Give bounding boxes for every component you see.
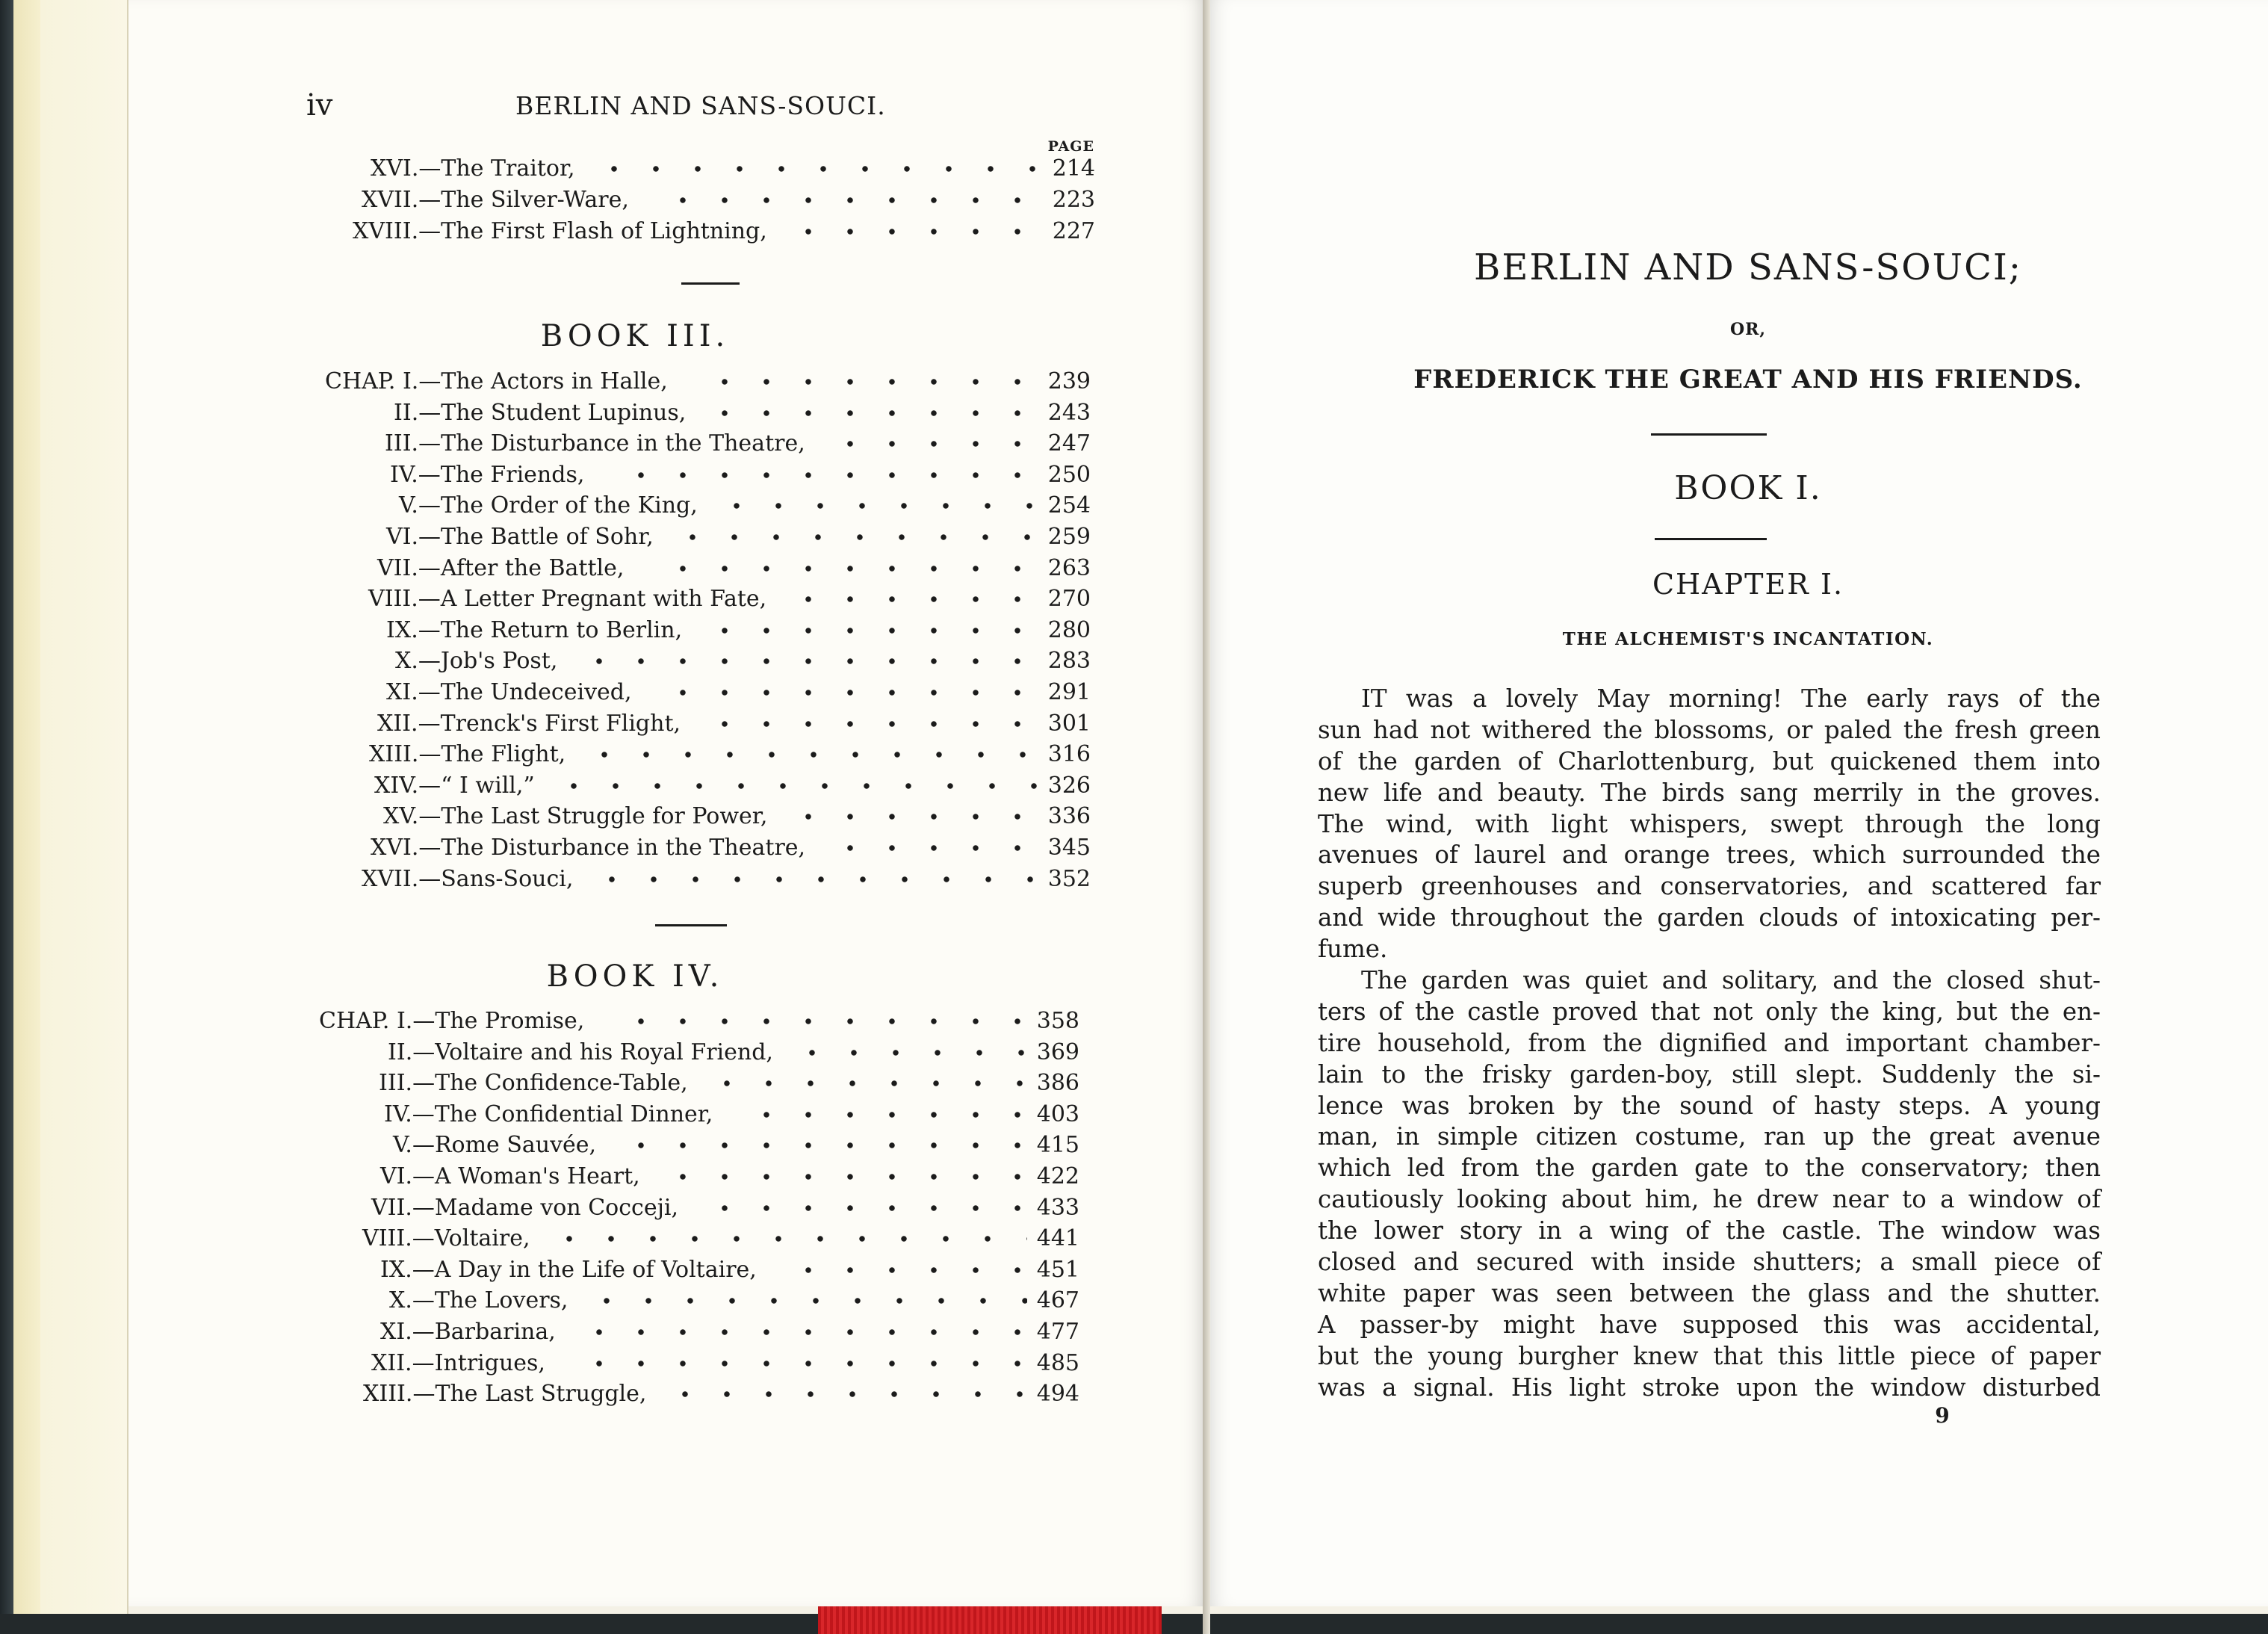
toc-leader-dots	[672, 522, 1038, 553]
book3-heading: BOOK III.	[540, 319, 730, 353]
toc-entry-label: VI.—A Woman's Heart,	[380, 1163, 640, 1189]
toc-entry-label: XIII.—The Flight,	[369, 741, 566, 768]
toc-leader-dots	[620, 1130, 1027, 1161]
toc-entry-page: 336	[1047, 803, 1091, 830]
toc-entry-label: IV.—The Confidential Dinner,	[384, 1101, 713, 1127]
toc-entry-label: X.—The Lovers,	[389, 1287, 568, 1314]
body-line: sun had not withered the blossoms, or paled the fresh green	[1318, 715, 2101, 744]
toc-entry-label: XVIII.—The First Flash of Lightning,	[353, 218, 767, 244]
toc-entry-label: XVI.—The Traitor,	[371, 155, 575, 182]
body-line: the lower story in a wing of the castle. The window was	[1318, 1216, 2101, 1245]
toc-entry-label: XI.—The Undeceived,	[386, 679, 632, 705]
toc-entry-page: 291	[1047, 679, 1091, 705]
toc-entry-label: V.—The Order of the King,	[399, 492, 698, 519]
toc-leader-dots	[829, 832, 1038, 864]
toc-leader-dots	[791, 1037, 1027, 1068]
toc-entry-label: VII.—Madame von Cocceji,	[371, 1194, 679, 1221]
running-head	[306, 88, 1113, 126]
toc-entry-page: 247	[1047, 430, 1091, 457]
folio-number: 9	[1935, 1403, 1950, 1428]
body-line: IT was a lovely May morning! The early rays of the	[1361, 684, 2101, 713]
toc-entry-page: 223	[1052, 187, 1095, 213]
toc-leader-dots	[787, 216, 1043, 247]
toc-entry-page: 494	[1036, 1381, 1079, 1408]
toc-entry-page: 316	[1047, 741, 1091, 768]
body-line: closed and secured with inside shutters; a small piece of	[1318, 1248, 2101, 1277]
toc-entry-page: 441	[1036, 1225, 1079, 1252]
toc-entry-page: 415	[1036, 1132, 1079, 1159]
running-title: BERLIN AND SANS-SOUCI.	[515, 91, 886, 120]
book-gutter	[1203, 0, 1210, 1634]
toc-entry-page: 369	[1036, 1039, 1079, 1065]
body-line: lence was broken by the sound of hasty steps. A young	[1318, 1091, 2101, 1120]
toc-leader-dots	[829, 428, 1038, 459]
section-rule	[681, 282, 740, 285]
book-cover-edge	[0, 0, 13, 1634]
page-edge	[13, 0, 41, 1614]
toc-entry-label: IX.—A Day in the Life of Voltaire,	[380, 1256, 757, 1283]
toc-entry-page: 358	[1036, 1008, 1079, 1034]
page-edge-inner	[40, 0, 128, 1618]
toc-leader-dots	[662, 553, 1038, 584]
body-line: tire household, from the dignified and important chamber-	[1318, 1028, 2101, 1057]
toc-entry-label: VII.—After the Battle,	[377, 554, 625, 581]
toc-leader-dots	[620, 459, 1038, 491]
toc-entry-page: 227	[1052, 218, 1095, 244]
toc-leader-dots	[704, 366, 1038, 397]
book4-heading: BOOK IV.	[546, 959, 724, 994]
body-line: white paper was seen between the glass and the shutter.	[1318, 1278, 2101, 1307]
toc-entry-label: IX.—The Return to Berlin,	[386, 616, 683, 643]
toc-entry-page: 422	[1036, 1163, 1079, 1189]
toc-entry-label: XVII.—The Silver-Ware,	[362, 187, 629, 213]
toc-leader-dots	[664, 1378, 1027, 1410]
toc-entry-page: 485	[1036, 1349, 1079, 1376]
toc-leader-dots	[716, 490, 1038, 522]
toc-leader-dots	[583, 739, 1038, 770]
body-line: superb greenhouses and conservatories, and scattered far	[1318, 872, 2101, 901]
body-line: which led from the garden gate to the conservatory; then	[1318, 1154, 2101, 1183]
toc-leader-dots	[704, 1192, 1027, 1224]
toc-leader-dots	[787, 801, 1038, 832]
toc-entry-label: XII.—Trenck's First Flight,	[377, 710, 681, 737]
toc-leader-dots	[591, 864, 1038, 895]
toc-entry-page: 386	[1036, 1070, 1079, 1097]
toc-entry-label: II.—Voltaire and his Royal Friend,	[388, 1039, 773, 1065]
body-line: cautiously looking about him, he drew near to a window of	[1318, 1185, 2101, 1214]
toc-entry-page: 451	[1036, 1256, 1079, 1283]
toc-entry-page: 433	[1036, 1194, 1079, 1221]
toc-entry-page: 326	[1047, 772, 1091, 799]
toc-entry-page: 270	[1047, 586, 1091, 613]
toc-entry-page: 477	[1036, 1319, 1079, 1345]
toc-entry-page: 280	[1047, 616, 1091, 643]
toc-entry-page: 467	[1036, 1287, 1079, 1314]
body-line: ters of the castle proved that not only the king, but the en-	[1318, 997, 2101, 1026]
toc-entry-label: XIV.—“ I will,”	[374, 772, 535, 799]
toc-entry-label: III.—The Disturbance in the Theatre,	[385, 430, 805, 457]
book-subtitle: FREDERICK THE GREAT AND HIS FRIENDS.	[1413, 365, 2083, 394]
toc-entry-label: VIII.—Voltaire,	[362, 1225, 530, 1252]
toc-leader-dots	[578, 646, 1038, 677]
section-rule	[655, 924, 727, 926]
title-rule	[1651, 433, 1767, 436]
toc-entry-page: 250	[1047, 461, 1091, 488]
body-line: but the young burgher knew that this little piece of paper	[1318, 1341, 2101, 1370]
toc-leader-dots	[662, 677, 1038, 708]
chapter-title: THE ALCHEMIST'S INCANTATION.	[1562, 629, 1934, 649]
toc-entry-label: XVI.—The Disturbance in the Theatre,	[371, 835, 806, 861]
toc-entry-page: 239	[1047, 368, 1091, 394]
toc-entry-label: X.—Job's Post,	[395, 648, 558, 675]
body-line: lain to the frisky garden-boy, still slept. Suddenly the si-	[1318, 1059, 2101, 1089]
toc-entry-label: III.—The Confidence-Table,	[379, 1070, 688, 1097]
toc-leader-dots	[548, 1223, 1027, 1254]
body-line: and wide throughout the garden clouds of intoxicating per-	[1318, 903, 2101, 932]
toc-entry-label: II.—The Student Lupinus,	[394, 399, 687, 426]
toc-entry-page: 403	[1036, 1101, 1079, 1127]
toc-entry-label: VI.—The Battle of Sohr,	[386, 524, 654, 550]
toc-entry-label: XVII.—Sans-Souci,	[362, 865, 574, 892]
toc-entry-page: 254	[1047, 492, 1091, 519]
chapter-heading: CHAPTER I.	[1652, 568, 1844, 601]
toc-leader-dots	[662, 1161, 1027, 1192]
body-line: The garden was quiet and solitary, and the closed shut-	[1361, 966, 2101, 995]
toc-entry-label: XIII.—The Last Struggle,	[363, 1381, 647, 1408]
page-column-label: PAGE	[1047, 138, 1094, 155]
body-line: of the garden of Charlottenburg, but quickened them into	[1318, 746, 2101, 776]
toc-entry-page: 259	[1047, 524, 1091, 550]
body-line: man, in simple citizen costume, ran up the great avenue	[1318, 1122, 2101, 1151]
toc-leader-dots	[586, 1285, 1027, 1316]
toc-leader-dots	[787, 584, 1038, 615]
toc-entry-page: 345	[1047, 835, 1091, 861]
toc-leader-dots	[578, 1348, 1027, 1379]
body-line: avenues of laurel and orange trees, which surrounded the	[1318, 841, 2101, 870]
book-rule	[1655, 538, 1767, 540]
toc-entry-label: CHAP. I.—The Actors in Halle,	[325, 368, 668, 394]
toc-leader-dots	[706, 1068, 1027, 1099]
toc-leader-dots	[704, 615, 1038, 646]
toc-entry-label: XII.—Intrigues,	[371, 1349, 545, 1376]
title-or: OR,	[1729, 320, 1767, 339]
toc-leader-dots	[704, 397, 1038, 429]
toc-leader-dots	[704, 708, 1038, 740]
bookmark-ribbon	[818, 1605, 1162, 1634]
toc-entry-page: 243	[1047, 399, 1091, 426]
toc-entry-label: CHAP. I.—The Promise,	[319, 1008, 585, 1034]
toc-entry-label: VIII.—A Letter Pregnant with Fate,	[368, 586, 767, 613]
toc-leader-dots	[746, 1099, 1027, 1130]
body-line: new life and beauty. The birds sang merrily in the groves.	[1318, 778, 2101, 807]
chapter-body-text	[1318, 684, 2101, 1403]
body-line: A passer-by might have supposed this was accidental,	[1318, 1310, 2101, 1339]
book1-heading: BOOK I.	[1674, 469, 1822, 507]
toc-leader-dots	[787, 1254, 1027, 1286]
toc-entry-label: XI.—Barbarina,	[380, 1319, 556, 1345]
toc-entry-label: V.—Rome Sauvée,	[393, 1132, 597, 1159]
body-line: The wind, with light whispers, swept through the long	[1318, 809, 2101, 838]
toc-entry-page: 263	[1047, 554, 1091, 581]
toc-leader-dots	[620, 1006, 1027, 1037]
toc-entry-label: IV.—The Friends,	[390, 461, 585, 488]
toc-leader-dots	[578, 1316, 1027, 1348]
toc-leader-dots	[553, 770, 1038, 802]
toc-leader-dots	[593, 153, 1043, 185]
toc-entry-page: 283	[1047, 648, 1091, 675]
toc-entry-page: 352	[1047, 865, 1091, 892]
body-line: was a signal. His light stroke upon the window disturbed	[1318, 1373, 2101, 1402]
body-line: fume.	[1318, 935, 1388, 964]
book-title: BERLIN AND SANS-SOUCI;	[1474, 247, 2022, 288]
toc-entry-label: XV.—The Last Struggle for Power,	[383, 803, 768, 830]
roman-page-number: iv	[306, 88, 333, 123]
toc-leader-dots	[662, 185, 1043, 216]
toc-entry-page: 301	[1047, 710, 1091, 737]
toc-entry-page: 214	[1052, 155, 1095, 182]
